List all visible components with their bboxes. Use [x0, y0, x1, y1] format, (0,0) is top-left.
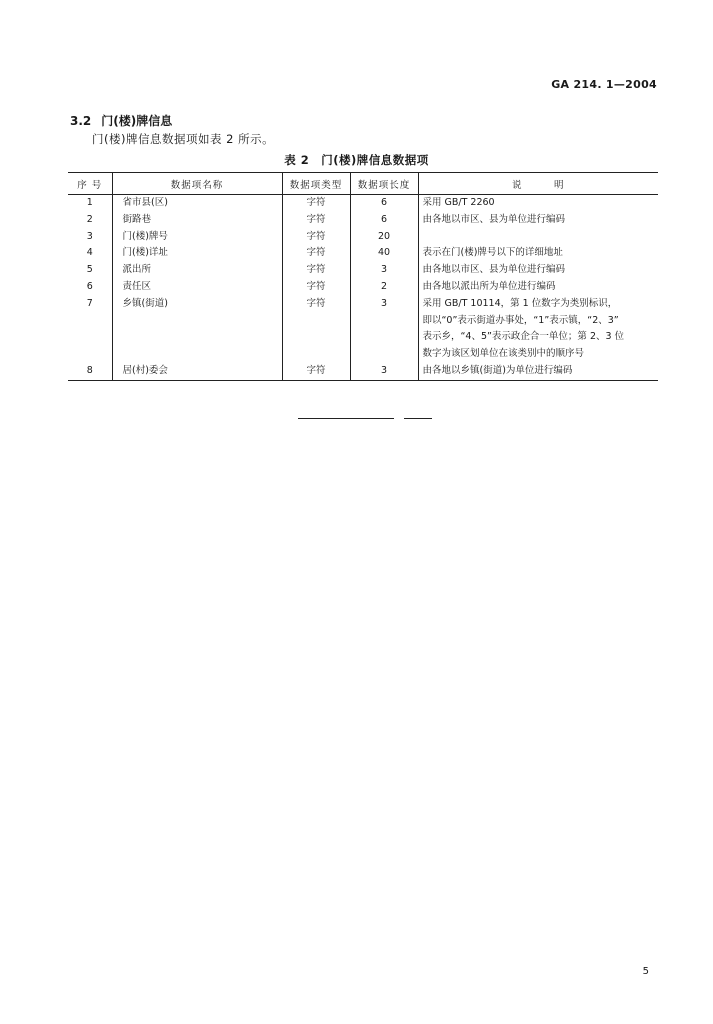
- cell-note: 表示在门(楼)牌号以下的详细地址: [418, 245, 658, 262]
- table-row: [68, 262, 658, 279]
- cell-seq: 1: [86, 197, 93, 208]
- cell-length: 40: [350, 245, 418, 262]
- column-header-seq: 序 号: [68, 173, 112, 195]
- table-row: [68, 363, 658, 380]
- table-row: [68, 346, 658, 363]
- cell-seq: 2: [86, 213, 93, 225]
- cell-type: 字符: [282, 296, 350, 313]
- cell-name: 派出所: [112, 262, 282, 279]
- cell-note: 由各地以乡镇(街道)为单位进行编码: [418, 363, 658, 380]
- cell-length: 20: [350, 229, 418, 246]
- table-row: [68, 296, 658, 313]
- cell-name: 街路巷: [112, 212, 282, 229]
- cell-seq: 5: [86, 264, 93, 276]
- page-number: 5: [642, 966, 649, 977]
- cell-length: [350, 313, 418, 330]
- cell-seq: [68, 329, 112, 346]
- end-rule-short: [404, 418, 432, 419]
- cell-name: 门(楼)牌号: [112, 229, 282, 246]
- column-header-type: 数据项类型: [282, 173, 350, 195]
- cell-type: 字符: [282, 212, 350, 229]
- cell-name: 责任区: [112, 279, 282, 296]
- cell-name: 省市县(区): [112, 195, 282, 212]
- cell-length: 6: [350, 212, 418, 229]
- cell-name: [112, 346, 282, 363]
- cell-note: 由各地以市区、县为单位进行编码: [418, 212, 658, 229]
- table-row: [68, 229, 658, 246]
- cell-seq: 7: [86, 297, 93, 309]
- cell-type: [282, 329, 350, 346]
- column-header-name: 数据项名称: [112, 173, 282, 195]
- cell-note: 即以“0”表示街道办事处，“1”表示镇，“2、3”: [418, 313, 658, 330]
- cell-type: 字符: [282, 262, 350, 279]
- cell-seq: 8: [86, 364, 93, 376]
- cell-type: 字符: [282, 363, 350, 380]
- cell-length: 3: [350, 296, 418, 313]
- cell-type: 字符: [282, 245, 350, 262]
- cell-note: 采用 GB/T 10114，第 1 位数字为类别标识，: [418, 296, 658, 313]
- cell-seq: [68, 313, 112, 330]
- table-row: [68, 329, 658, 346]
- section-intro: 门(楼)牌信息数据项如表 2 所示。: [92, 132, 275, 146]
- cell-note: 由各地以派出所为单位进行编码: [418, 279, 658, 296]
- table-title-text: 门(楼)牌信息数据项: [321, 153, 429, 167]
- cell-seq: 6: [86, 280, 93, 292]
- cell-seq: 3: [86, 230, 93, 242]
- cell-name: [112, 313, 282, 330]
- table-number: 表 2: [284, 153, 310, 167]
- cell-name: 乡镇(街道): [112, 296, 282, 313]
- column-header-note: 说 明: [418, 173, 658, 195]
- cell-type: 字符: [282, 195, 350, 212]
- section-number: 3.2: [70, 114, 92, 128]
- cell-length: [350, 346, 418, 363]
- standard-code: GA 214. 1—2004: [551, 78, 657, 91]
- cell-seq: 4: [86, 247, 93, 259]
- cell-name: [112, 329, 282, 346]
- cell-seq: [68, 346, 112, 363]
- table-row: [68, 245, 658, 262]
- table-header-row: [68, 173, 658, 195]
- data-item-table: [68, 172, 658, 381]
- table-row: [68, 279, 658, 296]
- cell-type: [282, 313, 350, 330]
- cell-type: 字符: [282, 279, 350, 296]
- cell-name: 门(楼)详址: [112, 245, 282, 262]
- cell-length: [350, 329, 418, 346]
- column-header-length: 数据项长度: [350, 173, 418, 195]
- cell-type: 字符: [282, 229, 350, 246]
- cell-note: 由各地以市区、县为单位进行编码: [418, 262, 658, 279]
- cell-note: 数字为该区划单位在该类别中的顺序号: [418, 346, 658, 363]
- cell-type: [282, 346, 350, 363]
- cell-note: 表示乡，“4、5”表示政企合一单位；第 2、3 位: [418, 329, 658, 346]
- section-heading: [70, 112, 172, 129]
- end-rule-long: [298, 418, 394, 419]
- table-row: [68, 313, 658, 330]
- cell-note: 采用 GB/T 2260: [418, 195, 658, 212]
- cell-length: 2: [350, 279, 418, 296]
- cell-note: [418, 229, 658, 246]
- cell-length: 3: [350, 262, 418, 279]
- table-body: [68, 195, 658, 381]
- section-title: 门(楼)牌信息: [101, 114, 173, 128]
- table-title: [0, 152, 713, 168]
- cell-name: 居(村)委会: [112, 363, 282, 380]
- cell-length: 6: [350, 195, 418, 212]
- cell-length: 3: [350, 363, 418, 380]
- table-row: [68, 212, 658, 229]
- table-row: [68, 195, 658, 212]
